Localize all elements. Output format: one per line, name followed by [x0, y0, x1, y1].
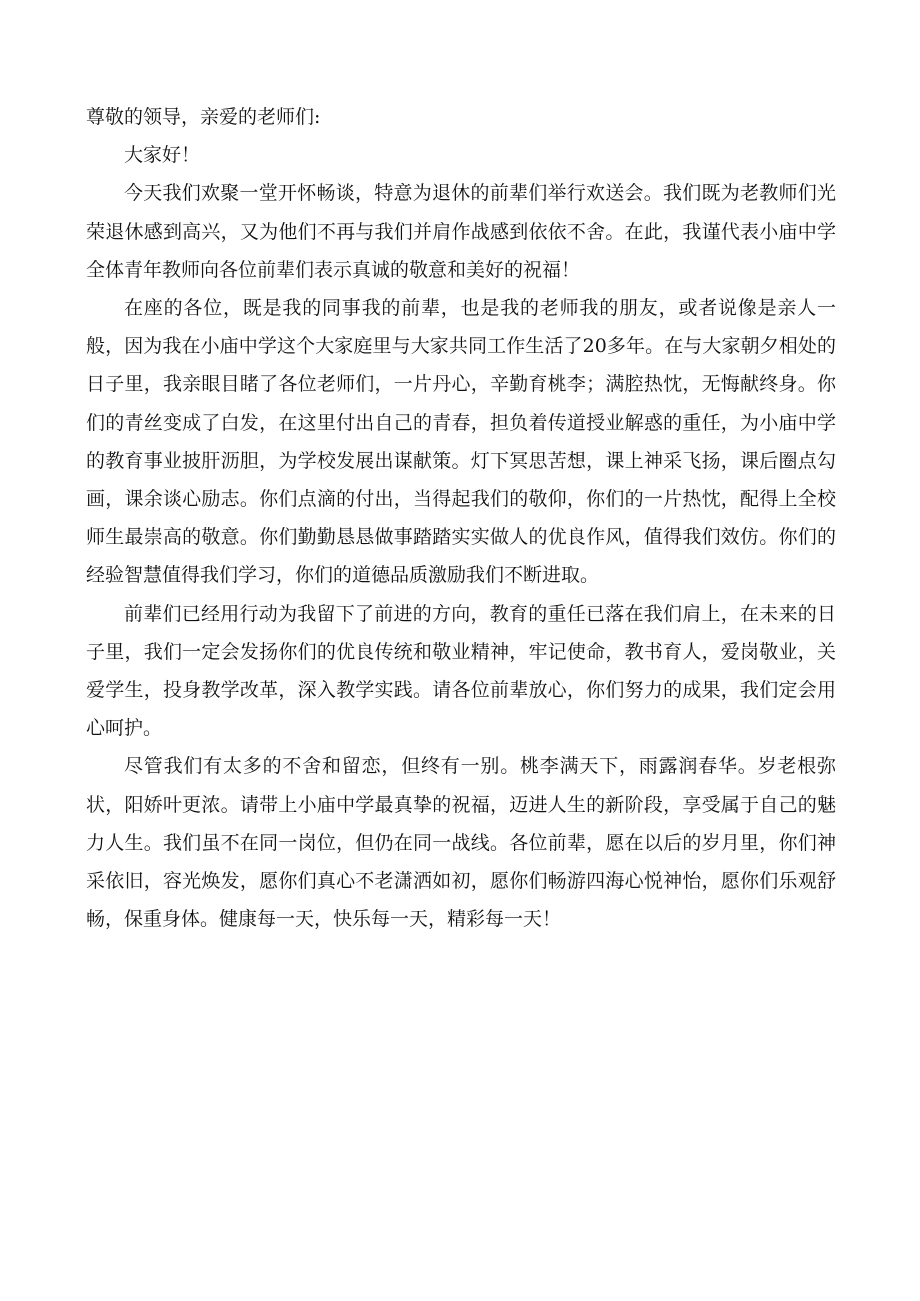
document-page [86, 98, 836, 938]
salutation: 尊敬的领导，亲爱的老师们: [86, 106, 321, 128]
paragraph-farewell: 尽管我们有太多的不舍和留恋，但终有一别。桃李满天下，雨露润春华。岁老根弥状，阳娇叶更浓。请带上小庙中学最真挚的祝福，迈进人生的新阶段，享受属于自己的魅力人生。我们虽不在同一岗位，但仍在同一战线。各位前辈，愿在以后的岁月里，你们神采依旧，容光焕发，愿你们真心不老潇洒如初，愿你们畅游四海心悦神怡，愿你们乐观舒畅，保重身体。健康每一天，快乐每一天，精彩每一天！ [86, 755, 836, 931]
paragraph-tribute: 在座的各位，既是我的同事我的前辈，也是我的老师我的朋友，或者说像是亲人一般，因为我在小庙中学这个大家庭里与大家共同工作生活了20多年。在与大家朝夕相处的日子里，我亲眼目睹了各位老师们，一片丹心，辛勤育桃李；满腔热忱，无悔献终身。你们的青丝变成了白发，在这里付出自己的青春，担负着传道授业解惑的重任，为小庙中学的教育事业披肝沥胆，为学校发展出谋献策。灯下冥思苦想，课上神采飞扬，课后圈点勾画，课余谈心励志。你们点滴的付出，当得起我们的敬仰，你们的一片热忱，配得上全校师生最崇高的敬意。你们勤勤恳恳做事踏踏实实做人的优良作风，值得我们效仿。你们的经验智慧值得我们学习，你们的道德品质激励我们不断进取。 [86, 297, 836, 587]
greeting: 大家好！ [124, 144, 201, 167]
paragraph-commitment: 前辈们已经用行动为我留下了前进的方向，教育的重任已落在我们肩上，在未来的日子里，我们一定会发扬你们的优良传统和敬业精神，牢记使命，教书育人，爱岗敬业，关爱学生，投身教学改革，深入教学实践。请各位前辈放心，你们努力的成果，我们定会用心呵护。 [86, 602, 836, 740]
paragraph-opening: 今天我们欢聚一堂开怀畅谈，特意为退休的前辈们举行欢送会。我们既为老教师们光荣退休感到高兴，又为他们不再与我们并肩作战感到依依不舍。在此，我谨代表小庙中学全体青年教师向各位前辈们表示真诚的敬意和美好的祝福！ [86, 182, 836, 281]
